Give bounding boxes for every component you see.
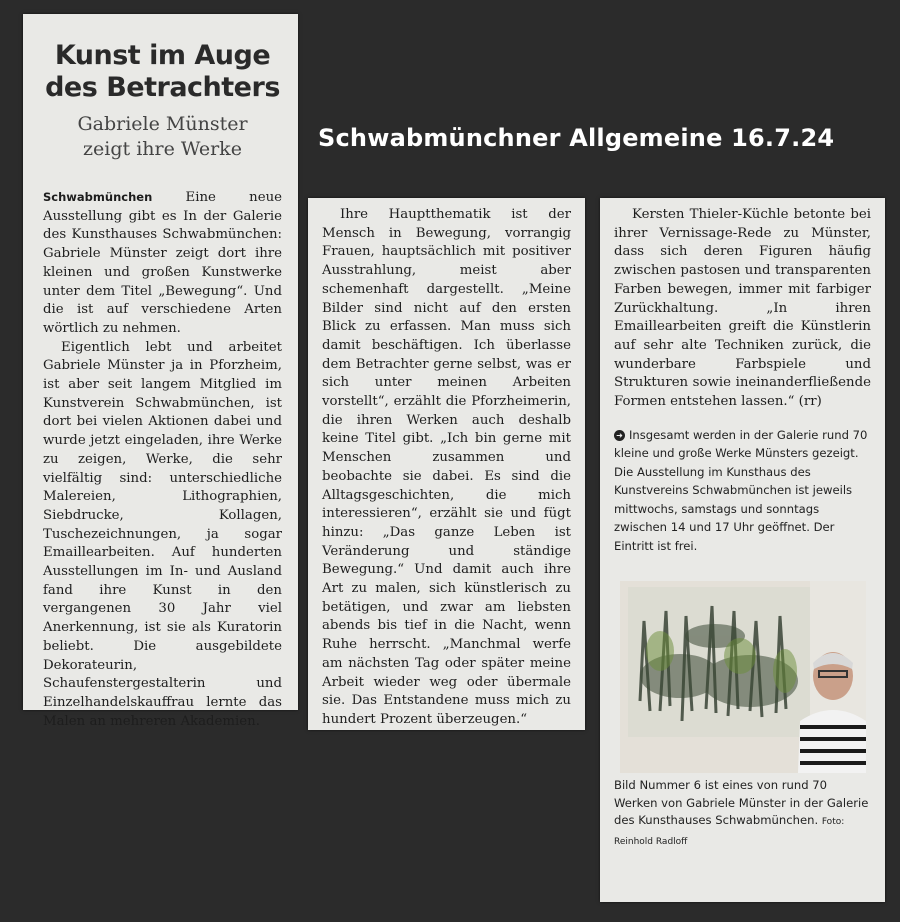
dateline: Schwabmünchen [43, 190, 153, 204]
paragraph: Ihre Hauptthematik ist der Mensch in Bewegung, vorrangig Frauen, hauptsächlich mit positiver Ausstrahlung, meist aber schemenhaft dargestellt. „Meine Bilder sind nicht auf den ersten Blick zu erfassen. Man muss sich damit beschäftigen. Ich überlasse dem Betrachter gerne selbst, was er sich unter meinen Arbeiten vorstellt“, erzählt die Pforzheimerin, die ihren Werken auch deshalb keine Titel gibt. „Ich bin gerne mit Menschen zusammen und beobachte sie dabei. Es sind die Alltagsgeschichten, die mich interessieren“, erzählt sie und fügt hinzu: „Das ganze Leben ist Veränderung und ständige Bewegung.“ Und damit auch ihre Art zu malen, sich künstlerisch zu betätigen, und zwar am liebsten abends bis tief in die Nacht, wenn Ruhe herrscht. „Manchmal werfe am nächsten Tag oder später meine Arbeit wieder weg oder übermale sie. Das Entstandene muss mich zu hundert Prozent überzeugen.“ [322, 207, 571, 727]
headline-line-1: Kunst im Auge [54, 40, 271, 71]
artwork-photo [620, 581, 866, 773]
newspaper-title: Schwabmünchner Allgemeine 16.7.24 [318, 124, 835, 152]
article-body-col2 [322, 206, 571, 730]
article-headline [43, 40, 282, 104]
paragraph: Eigentlich lebt und arbeitet Gabriele Münster ja in Pforzheim, ist aber seit langem Mitglied im Kunstverein Schwabmünchen, ist dort bei vielen Aktionen dabei und wurde jetzt eingeladen, ihre Werke zu zeigen, Werke, die sehr vielfältig sind: unterschiedliche Malereien, Lithographien, Siebdrucke, Kollagen, Tuschezeichnungen, ja sogar Emaillearbeiten. Auf hunderten Ausstellungen im In- und Ausland fand ihre Kunst in den vergangenen 30 Jahr viel Anerkennung, ist sie als Kuratorin beliebt. Die ausgebildete Dekorateurin, Schaufenstergestalterin und Einzelhandelskauffrau lernte das Malen an mehreren Akademien. [43, 339, 282, 729]
info-box [614, 426, 871, 556]
subhead-line-2: zeigt ihre Werke [83, 138, 242, 160]
paragraph: Kersten Thieler-Küchle betonte bei ihrer Vernissage-Rede zu Münster, dass sich deren Figuren häufig zwischen pastosen und transparenten Farben bewegen, immer mit farbiger Zurückhaltung. „In ihren Emaillearbeiten greift die Künstlerin auf sehr alte Techniken zurück, die wunderbare Farbspiele und Strukturen sowie ineinanderfließende Formen entstehen lassen.“ (rr) [614, 207, 871, 410]
photo-caption [614, 777, 871, 851]
photo-credit: Foto: Reinhold Radloff [614, 817, 845, 847]
clipping-column-1 [23, 14, 298, 729]
article-subheadline [43, 112, 282, 162]
clipping-column-3 [600, 198, 885, 902]
photo-image [620, 581, 866, 773]
subhead-line-1: Gabriele Münster [77, 113, 248, 135]
paragraph-text: Eine neue Ausstellung gibt es In der Galerie des Kunsthauses Schwabmünchen: Gabriele Münster zeigt dort ihre kleinen und großen Kunstwerke unter dem Titel „Bewegung“. Und die ist auf verschiedene Arten wörtlich zu nehmen. [43, 190, 282, 336]
arrow-right-icon: ➜ [614, 430, 625, 441]
info-text: Insgesamt werden in der Galerie rund 70 kleine und große Werke Münsters gezeigt. Die Ausstellung im Kunsthaus des Kunstvereins Schwabmünchen ist jeweils mittwochs, samstags und sonntags zwischen 14 und 17 Uhr geöffnet. Der Eintritt ist frei. [614, 427, 868, 553]
caption-text: Bild Nummer 6 ist eines von rund 70 Werken von Gabriele Münster in der Galerie des Kunsthauses Schwabmünchen. [614, 778, 869, 828]
article-body-col3 [614, 206, 871, 412]
clipping-column-2 [308, 198, 585, 730]
article-body-col1 [43, 188, 282, 731]
paragraph [43, 188, 282, 339]
headline-line-2: des Betrachters [45, 72, 280, 103]
